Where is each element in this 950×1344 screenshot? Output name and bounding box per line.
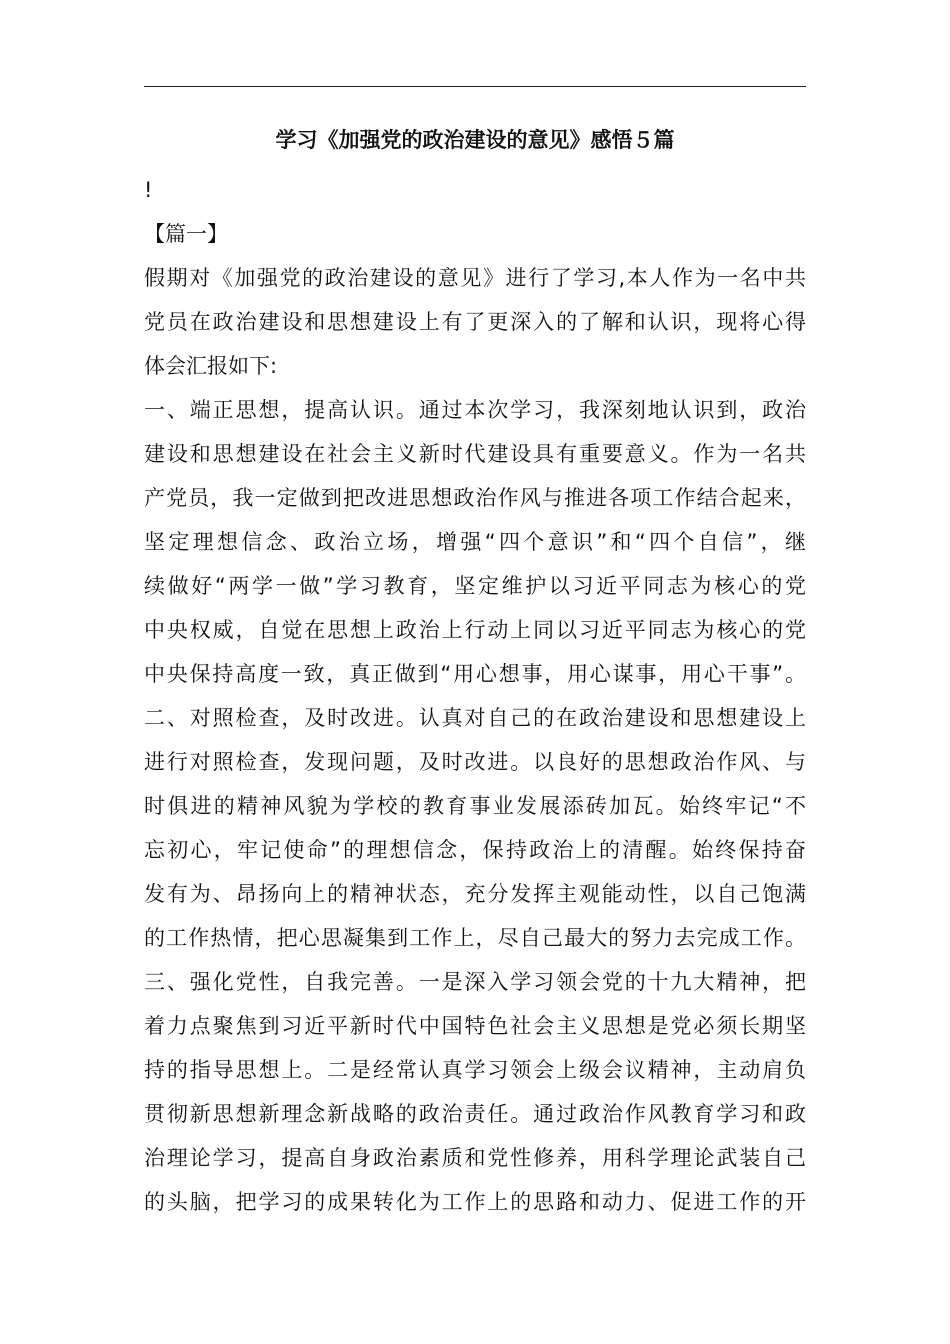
body-line: 坚定理想信念、政治立场，增强“四个意识”和“四个自信”，继 (144, 530, 806, 554)
body-line: 中央保持高度一致，真正做到“用心想事，用心谋事，用心干事”。 (144, 662, 806, 686)
body-line: 的头脑，把学习的成果转化为工作上的思路和动力、促进工作的开 (144, 1190, 806, 1214)
body-line: 时俱进的精神风貌为学校的教育事业发展添砖加瓦。始终牢记“不 (144, 794, 806, 818)
body-line: 假期对《加强党的政治建设的意见》进行了学习,本人作为一名中共 (144, 266, 806, 290)
body-line: 续做好“两学一做”学习教育，坚定维护以习近平同志为核心的党 (144, 574, 806, 598)
document-title: 学习《加强党的政治建设的意见》感悟５篇 (275, 128, 675, 152)
body-line: 着力点聚焦到习近平新时代中国特色社会主义思想是党必须长期坚 (144, 1014, 806, 1038)
body-line: 【篇一】 (144, 222, 228, 246)
body-line: 的工作热情，把心思凝集到工作上，尽自己最大的努力去完成工作。 (144, 926, 806, 950)
body-line: 党员在政治建设和思想建设上有了更深入的了解和认识，现将心得 (144, 310, 806, 334)
body-line: 治理论学习，提高自身政治素质和党性修养，用科学理论武装自己 (144, 1146, 806, 1170)
body-line: 忘初心，牢记使命”的理想信念，保持政治上的清醒。始终保持奋 (144, 838, 806, 862)
body-line: 三、强化党性，自我完善。一是深入学习领会党的十九大精神，把 (144, 970, 806, 994)
body-line: 体会汇报如下: (144, 354, 278, 378)
body-line: 建设和思想建设在社会主义新时代建设具有重要意义。作为一名共 (144, 442, 806, 466)
body-line: 中央权威，自觉在思想上政治上行动上同以习近平同志为核心的党 (144, 618, 806, 642)
body-line: 一、端正思想，提高认识。通过本次学习，我深刻地认识到，政治 (144, 398, 806, 422)
header-rule (144, 86, 806, 87)
body-line: 持的指导思想上。二是经常认真学习领会上级会议精神，主动肩负 (144, 1058, 806, 1082)
body-line: 二、对照检查，及时改进。认真对自己的在政治建设和思想建设上 (144, 706, 806, 730)
body-line: 发有为、昂扬向上的精神状态，充分发挥主观能动性，以自己饱满 (144, 882, 806, 906)
document-body (144, 168, 806, 1224)
body-line: 产党员，我一定做到把改进思想政治作风与推进各项工作结合起来， (144, 486, 806, 510)
body-line: 贯彻新思想新理念新战略的政治责任。通过政治作风教育学习和政 (144, 1102, 806, 1126)
body-line: 进行对照检查，发现问题，及时改进。以良好的思想政治作风、与 (144, 750, 806, 774)
body-line: ! (144, 178, 153, 202)
